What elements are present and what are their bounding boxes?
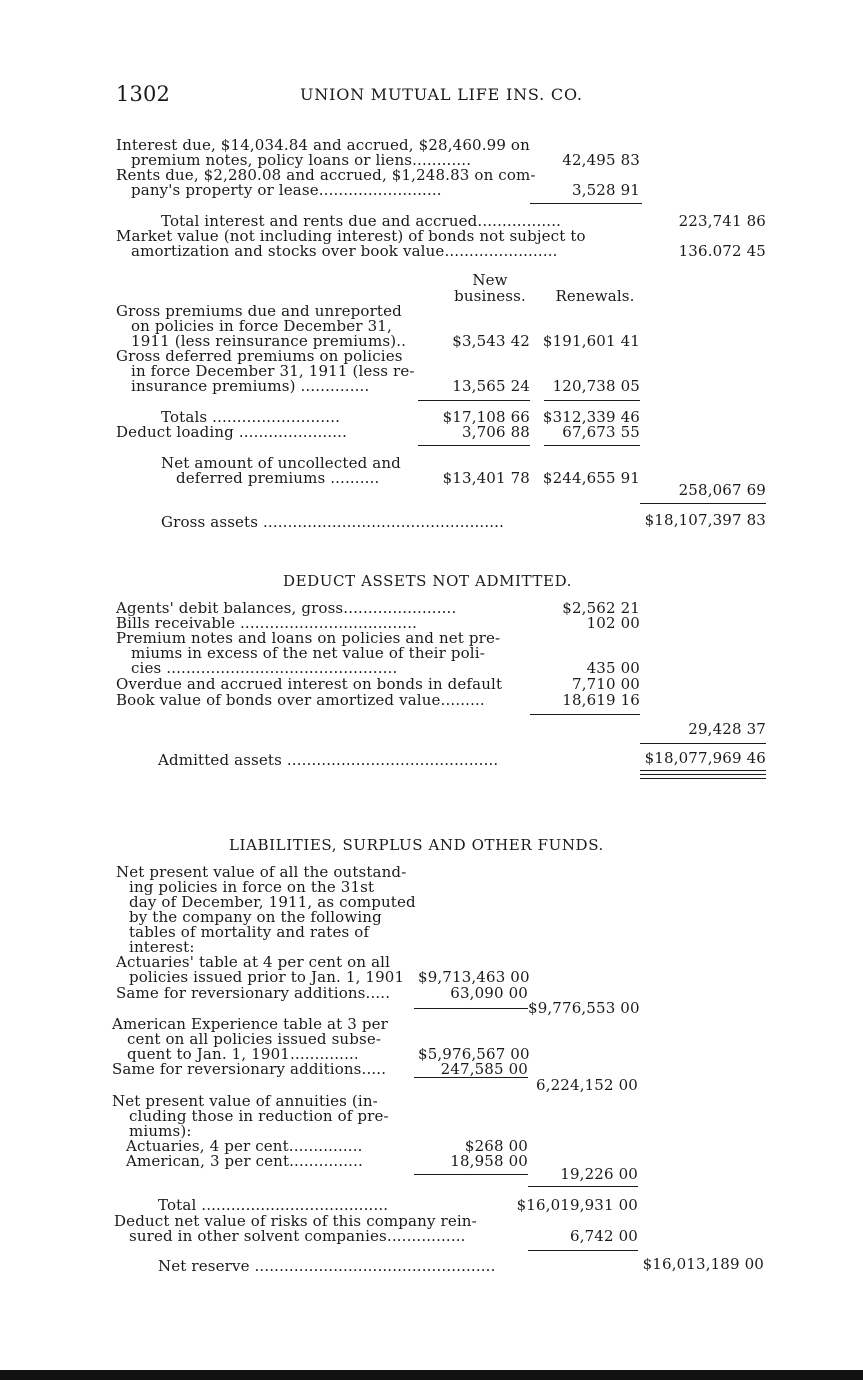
rule [414,1077,528,1078]
gross-premiums-new: $3,543 42 [452,332,530,350]
rule [414,1008,528,1009]
double-rule [640,774,766,775]
rents-due-line: Rents due, $2,280.08 and accrued, $1,248.83 on com- [116,166,536,184]
annuities-line-2: cluding those in reduction of pre- [129,1107,389,1125]
annuities-american-label: American, 3 per cent............... [126,1152,363,1170]
rule [528,1250,638,1251]
subtotal-actuaries: $9,776,553 00 [528,999,640,1017]
gross-premiums-renewals: $191,601 41 [542,332,640,350]
rule [418,445,530,446]
deduct-loading-renewals: 67,673 55 [562,423,640,441]
rents-due-value: 3,528 91 [572,181,640,199]
total-interest-value: 223,741 86 [678,212,766,230]
total-interest-label: Total interest and rents due and accrued................. [161,212,562,230]
totals-new: $17,108 66 [442,408,530,426]
rule [530,203,642,204]
rule [530,714,640,715]
admitted-assets-label: Admitted assets ........................................... [158,751,499,769]
premium-notes-line-2: miums in excess of the net value of their poli- [131,644,485,662]
col-new-header: New [472,271,508,289]
net-reserve-label: Net reserve ................................................. [158,1257,496,1275]
page-title: UNION MUTUAL LIFE INS. CO. [300,85,583,104]
agents-debit-value: $2,562 21 [562,599,640,617]
deduct-reinsured-value: 6,742 00 [570,1227,638,1245]
rule [640,743,766,744]
net-present-value-line-2: ing policies in force on the 31st [129,878,375,896]
interest-due-line-2: premium notes, policy loans or liens............ [131,151,472,169]
total-reserve-label: Total ...................................... [158,1196,389,1214]
actuaries-table-line: Actuaries' table at 4 per cent on all [116,953,391,971]
net-present-value-line: Net present value of all the outstand- [116,863,407,881]
net-uncollected-total: 258,067 69 [678,481,766,499]
annuities-actuaries-label: Actuaries, 4 per cent............... [126,1137,363,1155]
interest-due-line: Interest due, $14,034.84 and accrued, $28,460.99 on [116,136,530,154]
net-present-value-line-6: interest: [129,938,195,956]
premium-notes-line-3: cies ............................................... [131,659,398,677]
book-value-value: 18,619 16 [562,691,640,709]
overdue-interest-value: 7,710 00 [572,675,640,693]
not-admitted-heading: DEDUCT ASSETS NOT ADMITTED. [283,572,573,590]
net-uncollected-line-2: deferred premiums .......... [176,469,380,487]
deduct-reinsured-line-2: sured in other solvent companies................ [129,1227,466,1245]
bills-receivable-label: Bills receivable .................................... [116,614,418,632]
rule [528,1186,638,1187]
admitted-assets-value: $18,077,969 46 [644,749,766,767]
deferred-premiums-line-2: in force December 31, 1911 (less re- [131,362,415,380]
book-value-label: Book value of bonds over amortized value......... [116,691,485,709]
rule [418,400,530,401]
deduct-loading-new: 3,706 88 [462,423,530,441]
subtotal-annuities: 19,226 00 [560,1165,638,1183]
deferred-premiums-renewals: 120,738 05 [552,377,640,395]
double-rule [640,770,766,771]
actuaries-table-value: $9,713,463 00 [418,968,530,986]
net-present-value-line-4: by the company on the following [129,908,382,926]
gross-premiums-line: Gross premiums due and unreported [116,302,402,320]
deferred-premiums-line-3: insurance premiums) .............. [131,377,370,395]
premium-notes-line: Premium notes and loans on policies and net pre- [116,629,501,647]
premium-notes-value: 435 00 [586,659,640,677]
agents-debit-label: Agents' debit balances, gross....................... [116,599,457,617]
interest-due-value: 42,495 83 [562,151,640,169]
subtotal-american: 6,224,152 00 [536,1076,638,1094]
annuities-line: Net present value of annuities (in- [112,1092,378,1110]
reversionary-value-2: 247,585 00 [440,1060,528,1078]
annuities-actuaries-value: $268 00 [464,1137,528,1155]
gross-premiums-line-2: on policies in force December 31, [131,317,392,335]
gross-assets-label: Gross assets ................................................. [161,513,504,531]
rule [640,503,766,504]
totals-renewals: $312,339 46 [542,408,640,426]
net-reserve-value: $16,013,189 00 [642,1255,764,1273]
rule [544,445,640,446]
actuaries-table-line-2: policies issued prior to Jan. 1, 1901 [129,968,405,986]
gross-assets-value: $18,107,397 83 [644,511,766,529]
deduct-reinsured-line: Deduct net value of risks of this company rein- [114,1212,477,1230]
net-present-value-line-3: day of December, 1911, as computed [129,893,416,911]
american-table-line-2: cent on all policies issued subse- [127,1030,382,1048]
deferred-premiums-new: 13,565 24 [452,377,530,395]
reversionary-line-1: Same for reversionary additions..... [116,984,391,1002]
scan-edge-bar [0,1370,863,1380]
rule [414,1174,528,1175]
deduct-loading-label: Deduct loading ...................... [116,423,348,441]
american-table-value: $5,976,567 00 [418,1045,530,1063]
double-rule [640,778,766,779]
totals-label: Totals .......................... [161,408,341,426]
rule [544,400,640,401]
deferred-premiums-line: Gross deferred premiums on policies [116,347,403,365]
overdue-interest-label: Overdue and accrued interest on bonds in default [116,675,503,693]
page-number: 1302 [116,82,171,106]
rents-due-line-2: pany's property or lease......................... [131,181,442,199]
net-present-value-line-5: tables of mortality and rates of [129,923,370,941]
market-value-value: 136.072 45 [678,242,766,260]
col-renewals-header: Renewals. [555,287,635,305]
annuities-line-3: miums): [129,1122,192,1140]
reversionary-value-1: 63,090 00 [450,984,528,1002]
net-uncollected-renewals: $244,655 91 [542,469,640,487]
american-table-line: American Experience table at 3 per [112,1015,388,1033]
reversionary-line-2: Same for reversionary additions..... [112,1060,387,1078]
gross-premiums-line-3: 1911 (less reinsurance premiums).. [131,332,407,350]
market-value-line: Market value (not including interest) of bonds not subject to [116,227,586,245]
american-table-line-3: quent to Jan. 1, 1901.............. [127,1045,359,1063]
liabilities-heading: LIABILITIES, SURPLUS AND OTHER FUNDS. [229,836,604,854]
net-uncollected-line: Net amount of uncollected and [161,454,401,472]
market-value-line-2: amortization and stocks over book value....................... [131,242,558,260]
total-reserve-value: $16,019,931 00 [516,1196,638,1214]
annuities-american-value: 18,958 00 [450,1152,528,1170]
bills-receivable-value: 102 00 [586,614,640,632]
net-uncollected-new: $13,401 78 [442,469,530,487]
not-admitted-total: 29,428 37 [688,720,766,738]
col-business-header: business. [454,287,526,305]
